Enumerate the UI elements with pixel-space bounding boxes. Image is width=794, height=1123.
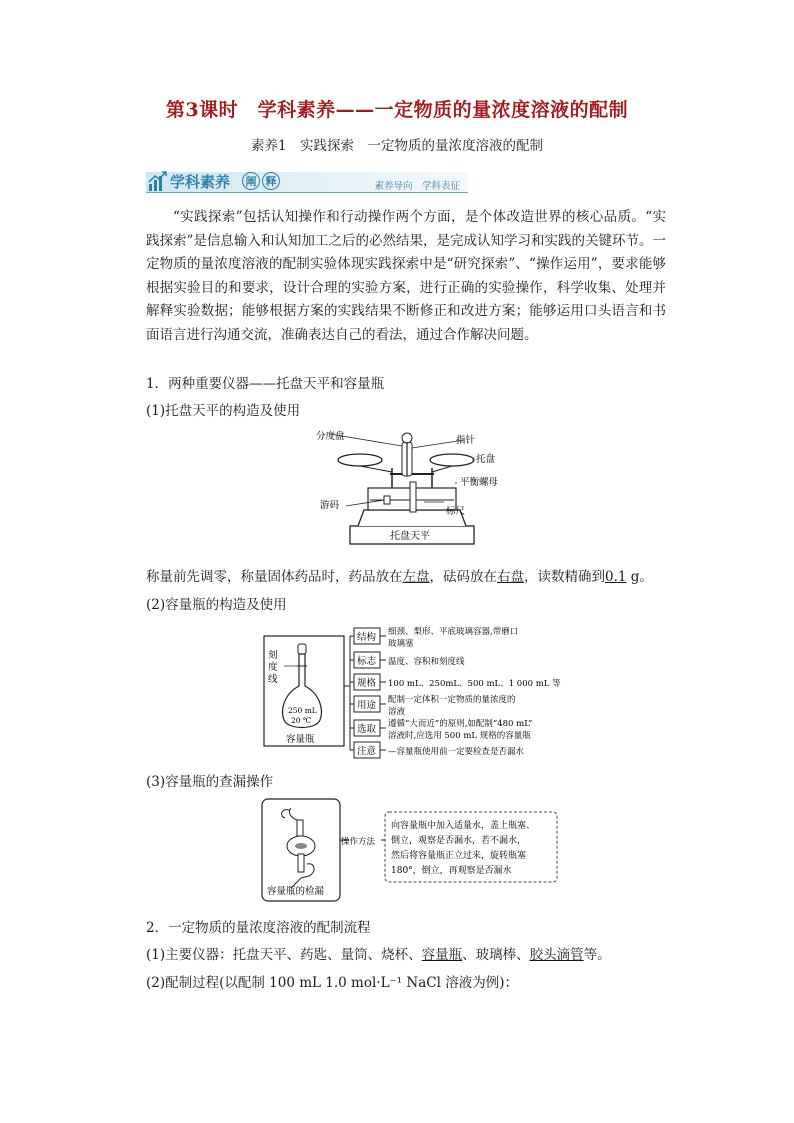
section1-heading: 1．两种重要仪器——托盘天平和容量瓶 [146, 376, 385, 392]
flask-row-text: 玻璃塞 [388, 639, 414, 649]
weighing-rule: 称量前先调零，称量固体药品时，药品放在左盘，砝码放在右盘，读数精确到0.1 g。 [146, 569, 653, 585]
label-dial: 分度盘 [316, 431, 345, 442]
label-pointer: 指针 [456, 435, 476, 446]
flask-temp: 20 ℃ [291, 716, 312, 725]
label-balance-nut: 平衡螺母 [460, 477, 499, 488]
flask-row-text: 溶液 [388, 707, 406, 717]
flask-row-text: 细颈、梨形、平底玻璃容器,带磨口 [388, 627, 519, 637]
leak-method-line: 向容量瓶中加入适量水，盖上瓶塞、 [391, 821, 536, 831]
bar-chart-icon [148, 170, 168, 192]
page-title: 第3课时 学科素养——一定物质的量浓度溶液的配制 [165, 99, 629, 121]
leak-test-figure [261, 798, 561, 902]
banner-tagline: 素养导向 学科表征 [374, 181, 460, 192]
leak-method-line: 180°，倒立，再观察是否漏水 [391, 866, 512, 876]
leak-method-label: 操作方法 [341, 837, 376, 847]
flask-row-key: 规格 [357, 678, 377, 689]
instruments-line: (1)主要仪器：托盘天平、药匙、量筒、烧杯、容量瓶、玻璃棒、胶头滴管等。 [146, 947, 611, 963]
flask-row-text: 配制一定体积一定物质的量浓度的 [388, 695, 516, 705]
leak-method-line: 然后将容量瓶正立过来，旋转瓶塞 [391, 851, 527, 861]
balance-figure [306, 422, 520, 548]
banner-char-2: 释 [262, 172, 280, 190]
flask-mark-label-1: 刻 [268, 650, 278, 661]
banner-title: 学科素养 [170, 173, 231, 191]
flask-mark-label-3: 线 [268, 674, 278, 685]
leak-method-line: 倒立，观察是否漏水，若不漏水， [391, 836, 527, 846]
flask-row-key: 标志 [357, 656, 377, 667]
flask-name: 容量瓶 [286, 734, 315, 745]
label-rider: 游码 [320, 500, 340, 511]
section2-heading: 2．一定物质的量浓度溶液的配制流程 [146, 920, 371, 936]
banner-char-1: 阐 [242, 172, 260, 190]
flask-row-text: 100 mL、250mL、500 mL、1 000 mL 等 [388, 679, 561, 689]
flask-row-key: 结构 [357, 632, 377, 643]
flask-row-key: 注意 [357, 746, 377, 757]
flask-subheading: (2)容量瓶的构造及使用 [146, 597, 287, 613]
flask-mark-label-2: 度 [268, 662, 278, 673]
leak-subheading: (3)容量瓶的查漏操作 [146, 774, 274, 790]
flask-row-text: 遵循“大而近”的原则,如配制“480 mL” [388, 719, 533, 729]
leak-caption: 容量瓶的检漏 [267, 886, 325, 897]
label-balance-name: 托盘天平 [390, 531, 430, 542]
flask-row-key: 用途 [357, 700, 377, 711]
flask-row-text: 温度、容积和刻度线 [388, 657, 465, 667]
flask-row-text: 溶液时,应选用 500 mL 规格的容量瓶 [388, 731, 531, 741]
flask-row-text: —容量瓶使用前一定要检查是否漏水 [388, 747, 525, 757]
intro-paragraph: “实践探索”包括认知操作和行动操作两个方面，是个体改造世界的核心品质。“实践探索”是信息输入和认知加工之后的必然结果，是完成认知学习和实践的关键环节。一定物质的量浓度溶液的配制实验体现实践探索中是“研究探索”、“操作运用”，要求能够根据实验目的和要求，设计合理的实验方案，进行正确的实验操作，科学收集、处理并解释实验数据；能够根据方案的实践结果不断修正和改进方案；能够运用口头语言和书面语言进行沟通交流，准确表达自己的看法，通过合作解决问题。 [146, 209, 666, 343]
balance-subheading: (1)托盘天平的构造及使用 [146, 403, 301, 419]
flask-figure [262, 622, 592, 764]
process-line: (2)配制过程(以配制 100 mL 1.0 mol·L⁻¹ NaCl 溶液为例)： [146, 975, 518, 991]
flask-volume: 250 mL [288, 706, 317, 715]
page-subtitle: 素养1 实践探索 一定物质的量浓度溶液的配制 [250, 138, 544, 154]
label-pan: 托盘 [476, 454, 496, 465]
label-scale: 标尺 [446, 506, 466, 517]
flask-info-rows [350, 626, 561, 758]
flask-row-key: 选取 [357, 724, 377, 735]
section-banner [146, 170, 468, 196]
